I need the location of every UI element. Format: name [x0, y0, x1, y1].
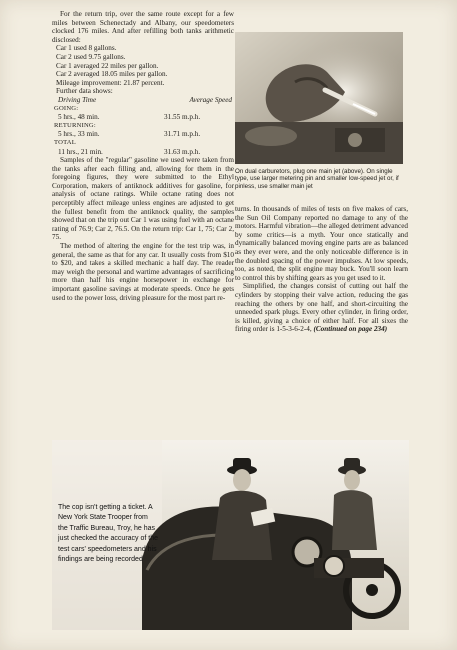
- right-column: [235, 205, 408, 334]
- carburetor-illustration: [235, 32, 403, 164]
- table-row: [52, 130, 234, 139]
- col-average-speed: Average Speed: [189, 95, 232, 104]
- stats-list: [52, 44, 234, 96]
- timing-table: [52, 96, 234, 156]
- going-speed: 31.55 m.p.h.: [164, 113, 201, 122]
- stat-line: Car 1 averaged 22 miles per gallon.: [56, 61, 159, 70]
- samples-paragraph: Samples of the "regular" gasoline we used were taken from the tanks after each filling and, allowing for them in the foregoing figures, they were submitted to the Ethyl Corporation, makers of antiknock additives for gasoline, for analysis of octane ratings. While octane rating does not perceptibly affect mileage unless engines are adjusted to get the fullest benefit from the antiknock quality, the samples showed that on the trip out Car 1 was using fuel with an octane rating of 76.9; Car 2, 76.5. On the return trip: Car 1, 75; Car 2, 75.: [52, 156, 234, 242]
- left-column: [52, 10, 234, 302]
- further-data-label: Further data shows:: [56, 87, 113, 96]
- returning-label: RETURNING:: [54, 121, 96, 129]
- total-time: 11 hrs., 21 min.: [58, 147, 103, 156]
- intro-paragraph: For the return trip, over the same route except for a few miles between Schenectady and Albany, our speedometers clocked 176 miles. And after refilling both tanks arithmetic disclosed:: [52, 10, 234, 44]
- stat-line: Car 2 averaged 18.05 miles per gallon.: [56, 70, 168, 79]
- firing-order-text: Simplified, the changes consist of cutting out half the cylinders by stopping their valve action, reducing the gas reaching the others by one half, and short-circuiting the unneeded spark plugs. Every other cylinder, in firing order, is killed, giving a choice of either half. For all sixes the firing order is 1-5-3-6-2-4,: [235, 282, 408, 334]
- return-speed: 31.71 m.p.h.: [164, 130, 201, 139]
- stat-line: Car 2 used 9.75 gallons.: [56, 52, 126, 61]
- stat-line: Car 1 used 8 gallons.: [56, 44, 117, 53]
- trooper-caption: The cop isn't getting a ticket. A New York State Trooper from the Traffic Bureau, Troy, he has just checked the accuracy of the test cars' speedometers and his findings are being recorded: [58, 504, 158, 564]
- going-label: GOING:: [54, 104, 79, 112]
- return-time: 5 hrs., 33 min.: [58, 130, 100, 139]
- table-header: [52, 96, 234, 105]
- total-speed: 31.63 m.p.h.: [164, 147, 201, 156]
- continued-link[interactable]: (Continued on page 234): [313, 325, 388, 334]
- total-label: TOTAL: [54, 138, 76, 146]
- simplified-paragraph: [235, 282, 408, 334]
- carburetor-caption: On dual carburetors, plug one main jet (above). On single type, use larger metering pin and smaller low-speed jet or, if pinless, use smaller main jet: [235, 168, 399, 190]
- table-row: [52, 148, 234, 157]
- carburetor-photo: [235, 32, 403, 164]
- stat-line: Mileage improvement: 21.87 percent.: [56, 78, 165, 87]
- method-paragraph: The method of altering the engine for the test trip was, in general, the same as that for any car. It usually costs from $10 to $20, and takes a skilled mechanic a half day. The reader may weigh the personal and wartime advantages of sacrificing more than half his engine horsepower in exchange for important gasoline savings at moderate speeds. Once he gets used to the power loss, driving pleasure for the most part re-: [52, 242, 234, 302]
- turns-paragraph: turns. In thousands of miles of tests on five makes of cars, the Sun Oil Company reported no damage to any of the motors. Harmful vibration—the alleged detriment advanced by some critics—is a myth. Your once statically and dynamically balanced moving engine parts are as balanced as they ever were, and the only noticeable difference is in the doubled spacing of the power impulses. At low speeds, too, as noted, the split engine may buck. You'll soon learn to control this by shifting gears as you get used to it.: [235, 205, 408, 282]
- going-time: 5 hrs., 48 min.: [58, 113, 100, 122]
- table-row: [52, 113, 234, 122]
- col-driving-time: Driving Time: [58, 95, 97, 104]
